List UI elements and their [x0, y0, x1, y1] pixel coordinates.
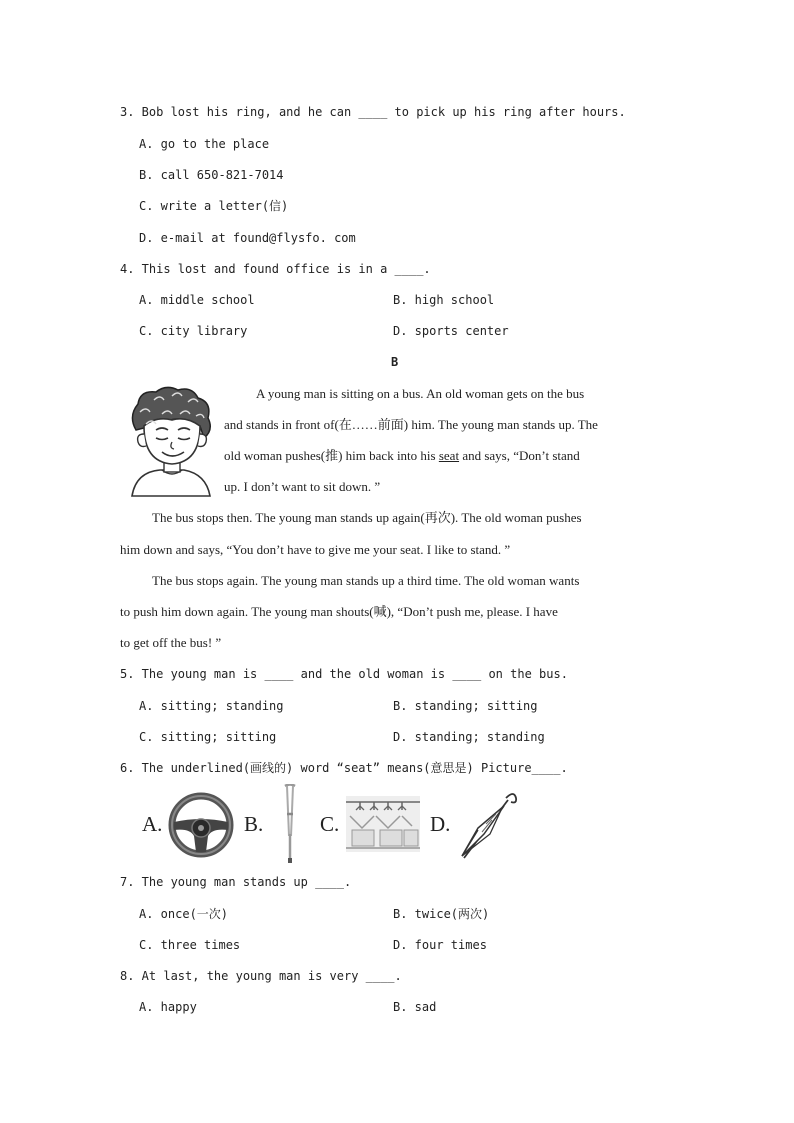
- question-5-option-b: B. standing; sitting: [393, 699, 538, 713]
- question-8-option-b: B. sad: [393, 1000, 437, 1014]
- question-4-option-d: D. sports center: [393, 324, 509, 338]
- picture-label-a: A.: [142, 812, 163, 836]
- question-7-option-c: C. three times: [139, 938, 241, 952]
- question-3-stem: 3. Bob lost his ring, and he can ____ to pick up his ring after hours.: [120, 105, 626, 119]
- question-3-option-d: D. e-mail at found@flysfo. com: [139, 231, 356, 245]
- picture-label-d: D.: [430, 812, 451, 836]
- question-8-stem: 8. At last, the young man is very ____.: [120, 969, 402, 983]
- passage-p1-line-3: [224, 448, 580, 464]
- boy-illustration: [126, 386, 216, 498]
- crutch-picture: [282, 784, 298, 864]
- question-3-option-c: C. write a letter(信): [139, 199, 289, 213]
- question-6-stem: 6. The underlined(画线的) word “seat” means(意思是) Picture____.: [120, 761, 568, 775]
- passage-p3-line-2: to push him down again. The young man shouts(喊), “Don’t push me, please. I have: [120, 604, 558, 619]
- question-7-option-d: D. four times: [393, 938, 487, 952]
- question-3-option-b: B. call 650-821-7014: [139, 168, 284, 182]
- underlined-word-seat: seat: [438, 448, 460, 463]
- question-7-option-a: A. once(一次): [139, 907, 229, 921]
- passage-p1-line-4: up. I don’t want to sit down. ”: [224, 479, 381, 494]
- question-7-stem: 7. The young man stands up ____.: [120, 875, 352, 889]
- umbrella-picture: [456, 788, 520, 862]
- question-5-option-a: A. sitting; standing: [139, 699, 284, 713]
- section-b-heading: B: [391, 355, 399, 369]
- passage-p2-line-1: The bus stops then. The young man stands up again(再次). The old woman pushes: [152, 510, 582, 525]
- question-4-stem: 4. This lost and found office is in a ____.: [120, 262, 431, 276]
- steering-wheel-picture: [168, 792, 234, 858]
- picture-label-c: C.: [320, 812, 340, 836]
- question-8-option-a: A. happy: [139, 1000, 197, 1014]
- passage-p3-line-3: to get off the bus! ”: [120, 635, 222, 650]
- question-5-stem: 5. The young man is ____ and the old woman is ____ on the bus.: [120, 667, 568, 681]
- passage-p2-line-2: him down and says, “You don’t have to give me your seat. I like to stand. ”: [120, 542, 511, 557]
- question-3-option-a: A. go to the place: [139, 137, 270, 151]
- question-4-option-c: C. city library: [139, 324, 248, 338]
- question-4-option-a: A. middle school: [139, 293, 255, 307]
- picture-label-b: B.: [244, 812, 264, 836]
- passage-p1-line-1: A young man is sitting on a bus. An old woman gets on the bus: [256, 386, 585, 401]
- passage-p1-line-2: and stands in front of(在……前面) him. The young man stands up. The: [224, 417, 598, 432]
- passage-p1-line-3-after: and says, “Don’t stand: [459, 448, 580, 463]
- question-7-option-b: B. twice(两次): [393, 907, 490, 921]
- bus-seats-picture: [346, 796, 420, 852]
- passage-p3-line-1: The bus stops again. The young man stands up a third time. The old woman wants: [152, 573, 580, 588]
- passage-p1-line-3-before: old woman pushes(推) him back into his: [224, 448, 439, 463]
- question-5-option-c: C. sitting; sitting: [139, 730, 277, 744]
- question-5-option-d: D. standing; standing: [393, 730, 545, 744]
- question-4-option-b: B. high school: [393, 293, 495, 307]
